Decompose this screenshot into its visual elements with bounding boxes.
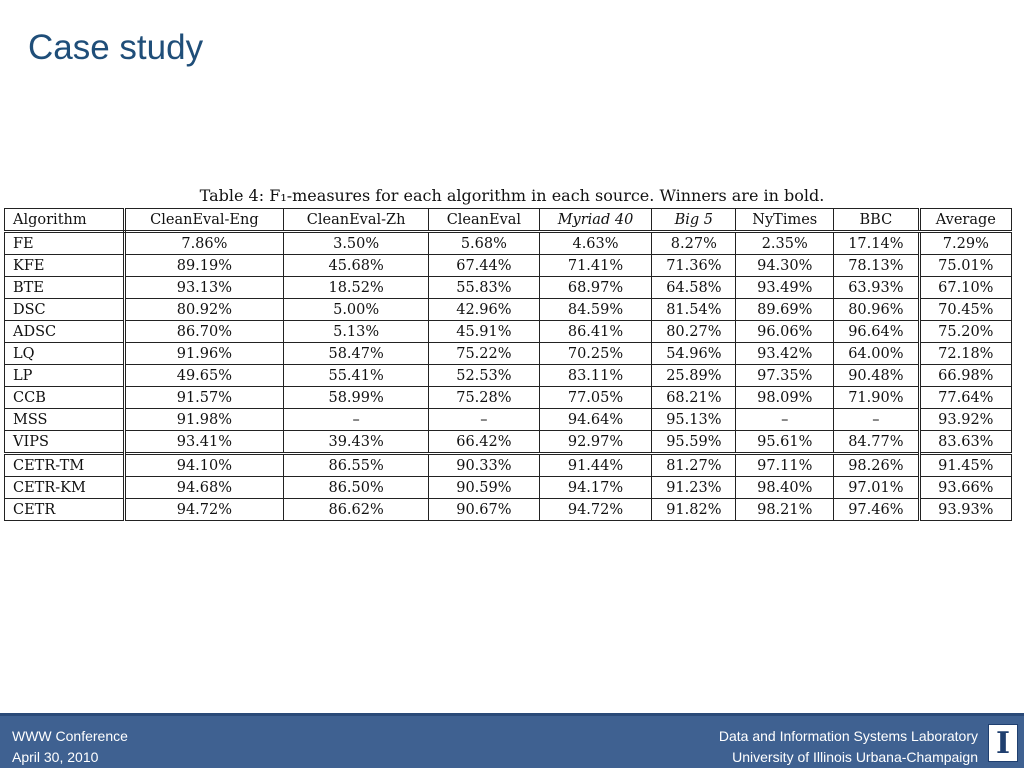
header-average: Average bbox=[919, 209, 1011, 232]
value-cell: 91.96% bbox=[124, 343, 284, 365]
value-cell: 3.50% bbox=[284, 232, 429, 255]
value-cell: 81.54% bbox=[652, 299, 736, 321]
value-cell: 75.22% bbox=[428, 343, 539, 365]
value-cell: 93.42% bbox=[736, 343, 834, 365]
value-cell: 58.99% bbox=[284, 387, 429, 409]
value-cell: 97.11% bbox=[736, 454, 834, 477]
header-cleaneval-zh: CleanEval-Zh bbox=[284, 209, 429, 232]
value-cell: 86.50% bbox=[284, 477, 429, 499]
value-cell: 71.36% bbox=[652, 255, 736, 277]
table-row bbox=[5, 409, 1012, 431]
value-cell: 98.09% bbox=[736, 387, 834, 409]
table-row bbox=[5, 454, 1012, 477]
value-cell: 97.01% bbox=[834, 477, 920, 499]
value-cell: 66.98% bbox=[919, 365, 1011, 387]
value-cell: 7.86% bbox=[124, 232, 284, 255]
value-cell: 94.10% bbox=[124, 454, 284, 477]
value-cell: 64.00% bbox=[834, 343, 920, 365]
value-cell: 89.69% bbox=[736, 299, 834, 321]
value-cell: 83.63% bbox=[919, 431, 1011, 454]
value-cell: 93.41% bbox=[124, 431, 284, 454]
table-row bbox=[5, 387, 1012, 409]
value-cell: 2.35% bbox=[736, 232, 834, 255]
value-cell: 42.96% bbox=[428, 299, 539, 321]
value-cell: 80.96% bbox=[834, 299, 920, 321]
value-cell: 84.59% bbox=[539, 299, 652, 321]
value-cell: 52.53% bbox=[428, 365, 539, 387]
value-cell: 78.13% bbox=[834, 255, 920, 277]
algorithm-cell: CETR bbox=[5, 499, 125, 521]
value-cell: 90.67% bbox=[428, 499, 539, 521]
value-cell: 94.64% bbox=[539, 409, 652, 431]
header-nytimes: NyTimes bbox=[736, 209, 834, 232]
header-algorithm: Algorithm bbox=[5, 209, 125, 232]
value-cell: 95.59% bbox=[652, 431, 736, 454]
value-cell: 4.63% bbox=[539, 232, 652, 255]
value-cell: 94.72% bbox=[124, 499, 284, 521]
value-cell: 91.23% bbox=[652, 477, 736, 499]
value-cell: 75.01% bbox=[919, 255, 1011, 277]
footer-conference: WWW Conference bbox=[12, 728, 128, 744]
value-cell: 86.41% bbox=[539, 321, 652, 343]
value-cell: 45.68% bbox=[284, 255, 429, 277]
algorithm-cell: DSC bbox=[5, 299, 125, 321]
value-cell: 81.27% bbox=[652, 454, 736, 477]
value-cell: 70.25% bbox=[539, 343, 652, 365]
value-cell: 75.28% bbox=[428, 387, 539, 409]
footer-bar bbox=[0, 713, 1024, 768]
value-cell: 93.13% bbox=[124, 277, 284, 299]
table-row bbox=[5, 277, 1012, 299]
table-caption: Table 4: F₁-measures for each algorithm in each source. Winners are in bold. bbox=[199, 186, 825, 205]
algorithm-cell: MSS bbox=[5, 409, 125, 431]
algorithm-cell: LQ bbox=[5, 343, 125, 365]
table-row bbox=[5, 477, 1012, 499]
table-header-row bbox=[5, 209, 1012, 232]
value-cell: 17.14% bbox=[834, 232, 920, 255]
value-cell: 95.61% bbox=[736, 431, 834, 454]
value-cell: 90.33% bbox=[428, 454, 539, 477]
value-cell: 91.44% bbox=[539, 454, 652, 477]
value-cell: 54.96% bbox=[652, 343, 736, 365]
value-cell: 68.97% bbox=[539, 277, 652, 299]
value-cell: 39.43% bbox=[284, 431, 429, 454]
value-cell: 72.18% bbox=[919, 343, 1011, 365]
value-cell: 7.29% bbox=[919, 232, 1011, 255]
value-cell: 75.20% bbox=[919, 321, 1011, 343]
header-bbc: BBC bbox=[834, 209, 920, 232]
value-cell: 18.52% bbox=[284, 277, 429, 299]
value-cell: 91.98% bbox=[124, 409, 284, 431]
value-cell: 45.91% bbox=[428, 321, 539, 343]
algorithm-cell: BTE bbox=[5, 277, 125, 299]
value-cell: 96.06% bbox=[736, 321, 834, 343]
value-cell: 84.77% bbox=[834, 431, 920, 454]
algorithm-cell: ADSC bbox=[5, 321, 125, 343]
value-cell: 97.35% bbox=[736, 365, 834, 387]
value-cell: 58.47% bbox=[284, 343, 429, 365]
value-cell: 80.27% bbox=[652, 321, 736, 343]
value-cell: – bbox=[428, 409, 539, 431]
value-cell: 93.49% bbox=[736, 277, 834, 299]
value-cell: 49.65% bbox=[124, 365, 284, 387]
results-table bbox=[4, 208, 1012, 521]
value-cell: 77.64% bbox=[919, 387, 1011, 409]
value-cell: 63.93% bbox=[834, 277, 920, 299]
value-cell: 94.30% bbox=[736, 255, 834, 277]
algorithm-cell: LP bbox=[5, 365, 125, 387]
slide-title: Case study bbox=[28, 28, 204, 67]
value-cell: 67.10% bbox=[919, 277, 1011, 299]
table-row bbox=[5, 255, 1012, 277]
footer-lab: Data and Information Systems Laboratory bbox=[718, 728, 978, 744]
header-myriad-40: Myriad 40 bbox=[539, 209, 652, 232]
header-big-5: Big 5 bbox=[652, 209, 736, 232]
value-cell: 86.55% bbox=[284, 454, 429, 477]
value-cell: 98.26% bbox=[834, 454, 920, 477]
header-cleaneval: CleanEval bbox=[428, 209, 539, 232]
table-row bbox=[5, 499, 1012, 521]
footer-right bbox=[719, 726, 978, 768]
header-cleaneval-eng: CleanEval-Eng bbox=[124, 209, 284, 232]
footer-date: April 30, 2010 bbox=[12, 749, 99, 765]
value-cell: 91.45% bbox=[919, 454, 1011, 477]
table-row bbox=[5, 299, 1012, 321]
value-cell: 90.59% bbox=[428, 477, 539, 499]
algorithm-cell: KFE bbox=[5, 255, 125, 277]
university-logo bbox=[988, 724, 1018, 762]
value-cell: 55.83% bbox=[428, 277, 539, 299]
value-cell: 89.19% bbox=[124, 255, 284, 277]
value-cell: 25.89% bbox=[652, 365, 736, 387]
value-cell: 55.41% bbox=[284, 365, 429, 387]
value-cell: 86.62% bbox=[284, 499, 429, 521]
value-cell: 5.68% bbox=[428, 232, 539, 255]
value-cell: 92.97% bbox=[539, 431, 652, 454]
algorithm-cell: VIPS bbox=[5, 431, 125, 454]
footer-left bbox=[12, 726, 128, 768]
value-cell: 68.21% bbox=[652, 387, 736, 409]
value-cell: – bbox=[834, 409, 920, 431]
value-cell: 91.57% bbox=[124, 387, 284, 409]
value-cell: 93.93% bbox=[919, 499, 1011, 521]
value-cell: 86.70% bbox=[124, 321, 284, 343]
value-cell: 66.42% bbox=[428, 431, 539, 454]
value-cell: 90.48% bbox=[834, 365, 920, 387]
value-cell: 98.21% bbox=[736, 499, 834, 521]
value-cell: 64.58% bbox=[652, 277, 736, 299]
value-cell: 5.00% bbox=[284, 299, 429, 321]
value-cell: 5.13% bbox=[284, 321, 429, 343]
value-cell: 94.72% bbox=[539, 499, 652, 521]
value-cell: 80.92% bbox=[124, 299, 284, 321]
illinois-i-logo: I bbox=[995, 726, 1011, 761]
value-cell: 67.44% bbox=[428, 255, 539, 277]
value-cell: 77.05% bbox=[539, 387, 652, 409]
value-cell: 93.92% bbox=[919, 409, 1011, 431]
table-row bbox=[5, 365, 1012, 387]
value-cell: 91.82% bbox=[652, 499, 736, 521]
algorithm-cell: FE bbox=[5, 232, 125, 255]
value-cell: 94.17% bbox=[539, 477, 652, 499]
value-cell: 95.13% bbox=[652, 409, 736, 431]
value-cell: 93.66% bbox=[919, 477, 1011, 499]
value-cell: 70.45% bbox=[919, 299, 1011, 321]
table-row bbox=[5, 321, 1012, 343]
value-cell: 83.11% bbox=[539, 365, 652, 387]
table-row bbox=[5, 232, 1012, 255]
value-cell: 98.40% bbox=[736, 477, 834, 499]
value-cell: – bbox=[736, 409, 834, 431]
value-cell: – bbox=[284, 409, 429, 431]
table-row bbox=[5, 431, 1012, 454]
footer-university: University of Illinois Urbana-Champaign bbox=[732, 749, 978, 765]
value-cell: 71.90% bbox=[834, 387, 920, 409]
value-cell: 96.64% bbox=[834, 321, 920, 343]
value-cell: 8.27% bbox=[652, 232, 736, 255]
value-cell: 94.68% bbox=[124, 477, 284, 499]
algorithm-cell: CETR-TM bbox=[5, 454, 125, 477]
table-row bbox=[5, 343, 1012, 365]
algorithm-cell: CCB bbox=[5, 387, 125, 409]
value-cell: 97.46% bbox=[834, 499, 920, 521]
value-cell: 71.41% bbox=[539, 255, 652, 277]
algorithm-cell: CETR-KM bbox=[5, 477, 125, 499]
